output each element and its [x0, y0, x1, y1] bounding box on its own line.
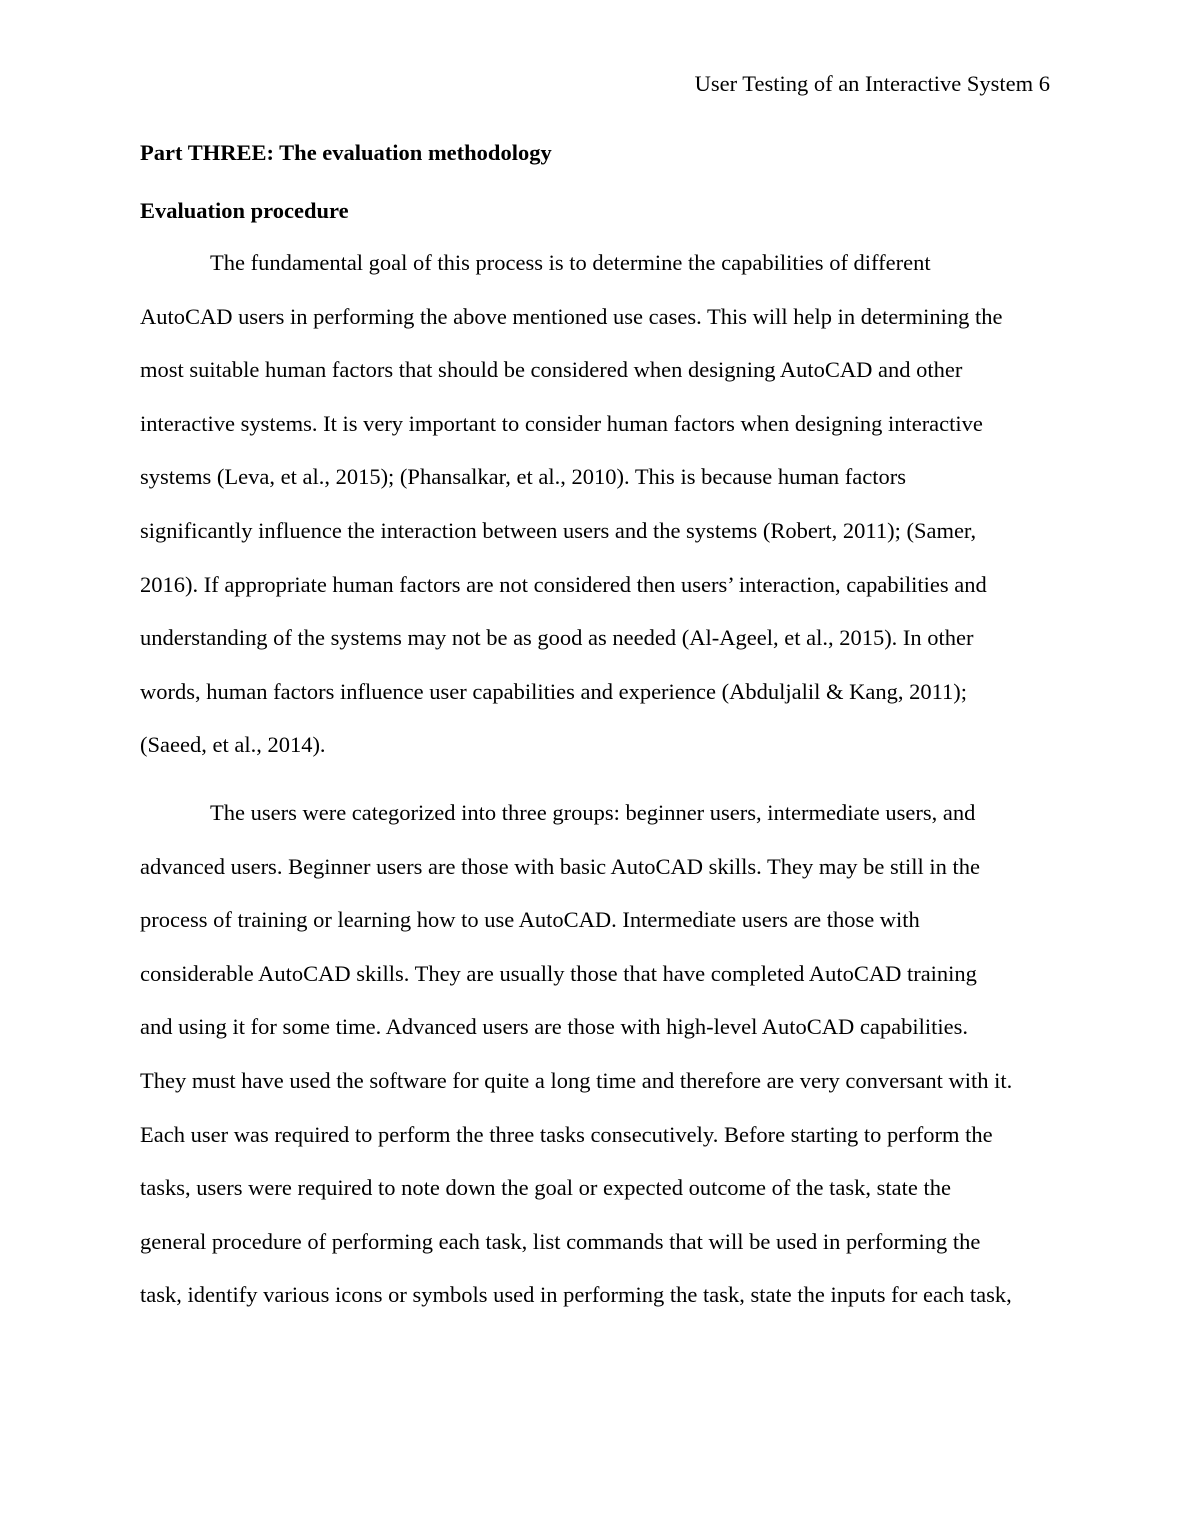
running-head: User Testing of an Interactive System 6: [694, 71, 1050, 96]
paragraph-line: 2016). If appropriate human factors are not considered then users’ interaction, capabilities and: [140, 571, 987, 597]
paragraph-line: advanced users. Beginner users are those with basic AutoCAD skills. They may be still in the: [140, 853, 981, 879]
paragraph-line: considerable AutoCAD skills. They are usually those that have completed AutoCAD training: [140, 960, 977, 986]
paragraph-line: Each user was required to perform the three tasks consecutively. Before starting to perform the: [140, 1121, 993, 1147]
section-subtitle: Evaluation procedure: [140, 198, 349, 223]
section-title: Part THREE: The evaluation methodology: [140, 140, 552, 165]
paragraph-line: AutoCAD users in performing the above mentioned use cases. This will help in determining the: [140, 303, 1003, 329]
paragraph-line: and using it for some time. Advanced users are those with high-level AutoCAD capabilities.: [140, 1014, 968, 1040]
page-content: [140, 139, 1050, 1322]
paragraph-line: task, identify various icons or symbols used in performing the task, state the inputs for each task,: [140, 1282, 1012, 1308]
paragraph-line: systems (Leva, et al., 2015); (Phansalkar, et al., 2010). This is because human factors: [140, 464, 906, 490]
paragraph-line: general procedure of performing each task, list commands that will be used in performing the: [140, 1228, 981, 1254]
paragraph-line: significantly influence the interaction between users and the systems (Robert, 2011); (Samer,: [140, 517, 977, 543]
paragraph-line: They must have used the software for quite a long time and therefore are very conversant with it.: [140, 1067, 1013, 1093]
paragraph-line: The users were categorized into three groups: beginner users, intermediate users, and: [210, 799, 976, 825]
paragraph-line: process of training or learning how to use AutoCAD. Intermediate users are those with: [140, 907, 920, 933]
paragraph-line: most suitable human factors that should be considered when designing AutoCAD and other: [140, 357, 963, 383]
paragraph-line: tasks, users were required to note down the goal or expected outcome of the task, state the: [140, 1175, 951, 1201]
paragraph-line: The fundamental goal of this process is to determine the capabilities of different: [210, 250, 931, 275]
paragraph-line: understanding of the systems may not be as good as needed (Al-Ageel, et al., 2015). In other: [140, 625, 974, 651]
paragraph-2: [140, 786, 1050, 1322]
paragraph-1: [140, 236, 1050, 772]
paragraph-line: words, human factors influence user capabilities and experience (Abduljalil & Kang, 2011);: [140, 678, 968, 704]
paragraph-line: interactive systems. It is very important to consider human factors when designing interactive: [140, 410, 983, 436]
paragraph-line: (Saeed, et al., 2014).: [140, 732, 326, 758]
